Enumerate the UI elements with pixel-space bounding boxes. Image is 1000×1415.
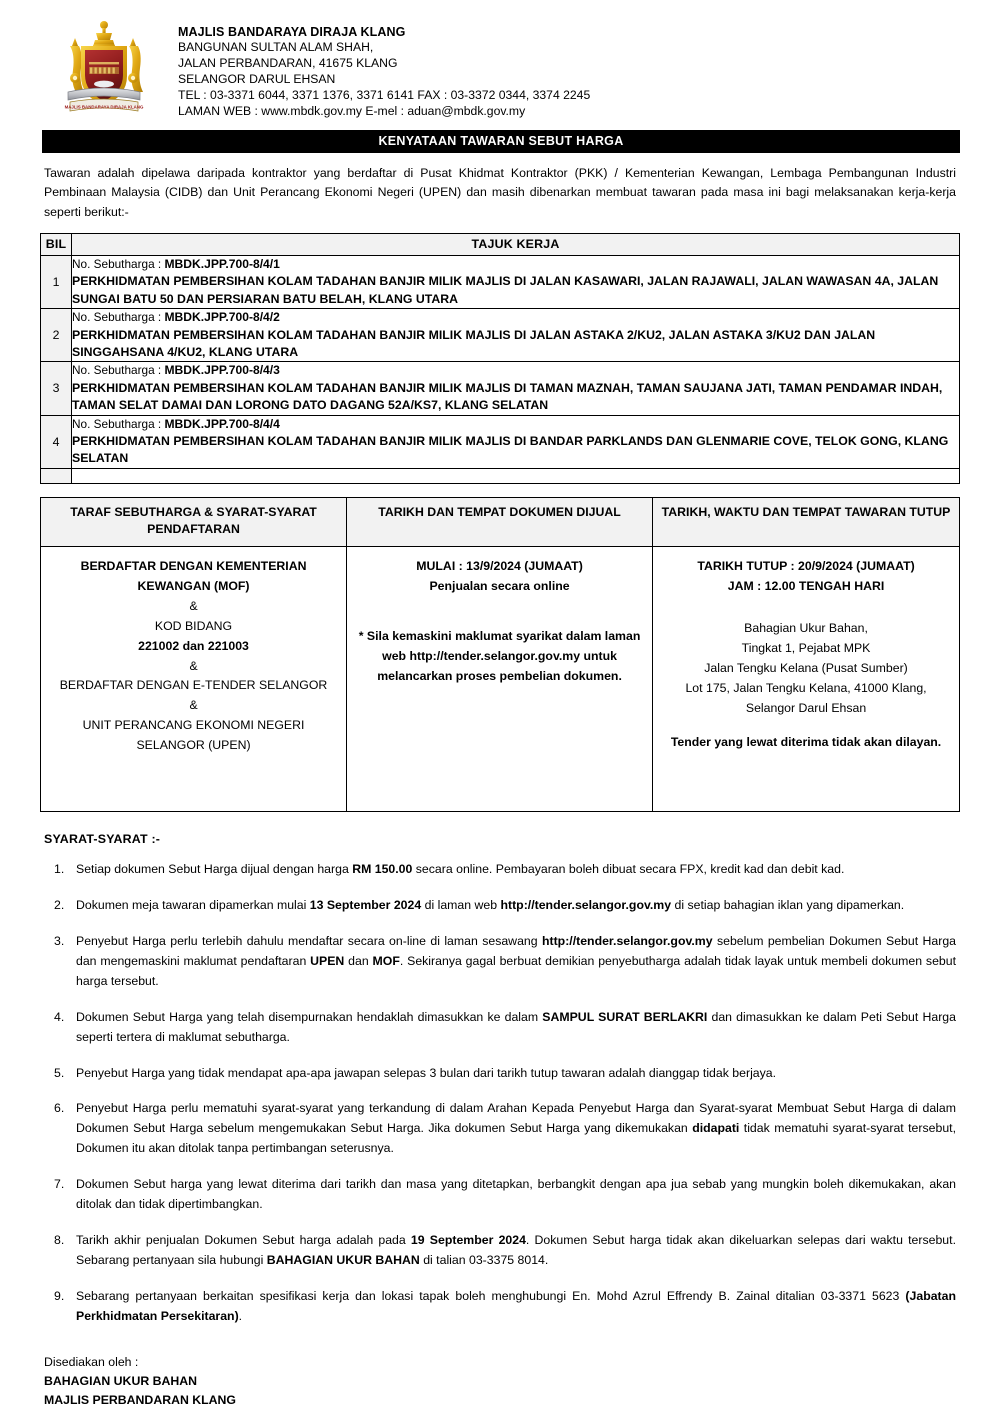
info-table-body-row [41,547,960,812]
work-table-header-row [41,234,960,256]
list-item [44,1175,956,1215]
sale-start-date: MULAI : 13/9/2024 (JUMAAT) [416,559,583,574]
list-item-text: Dokumen Sebut harga yang lewat diterima dari tarikh dan masa yang ditetapkan, berbangkit dengan apa jua sebab yang mungkin boleh dikemukakan, akan ditolak dan tidak dipertimbangkan. [76,1177,956,1212]
table-row [41,256,960,309]
list-item-text: Dokumen Sebut Harga yang telah disempurnakan hendaklah dimasukkan ke dalam SAMPUL SURAT BERLAKRI dan dimasukkan ke dalam Peti Sebut Harga seperti tertera di maklumat sebutharga. [76,1009,956,1044]
sebutharga-reference: No. Sebutharga : MBDK.JPP.700-8/4/3 [72,363,280,378]
row-number: 3 [41,362,72,415]
signoff-block [40,1353,960,1410]
organisation-details [178,18,590,120]
closing-address-line-5: Selangor Darul Ehsan [745,700,867,715]
ampersand-2: & [189,658,198,673]
table-row [41,415,960,468]
conditions-heading: SYARAT-SYARAT :- [44,832,161,847]
list-item-text: Dokumen meja tawaran dipamerkan mulai 13 September 2024 di laman web http://tender.selangor.gov.my di setiap bahagian iklan yang dipamerkan. [76,898,905,913]
sale-note-line-3: melancarkan proses pembelian dokumen. [377,668,622,683]
upen-line-1: UNIT PERANCANG EKONOMI NEGERI [82,718,305,733]
header-tarikh-waktu-tutup: TARIKH, WAKTU DAN TEMPAT TAWARAN TUTUP [653,497,960,547]
row-job-details [72,309,960,362]
intro-paragraph: Tawaran adalah dipelawa daripada kontraktor yang berdaftar di Pusat Khidmat Kontraktor (PKK) / Kementerian Kewangan, Lembaga Pembangunan Industri Pembinaan Malaysia (CIDB) dan Unit Perancang Ekonomi Negeri (UPEN) dan masih dibenarkan membuat tawaran pada masa ini bagi melaksanakan kerja-kerja seperti berikut:- [44,165,956,220]
header-tajuk-kerja: TAJUK KERJA [72,234,960,256]
closing-address-line-1: Bahagian Ukur Bahan, [744,621,868,636]
sebutharga-reference: No. Sebutharga : MBDK.JPP.700-8/4/2 [72,310,280,325]
list-item-number: 5. [54,1065,65,1080]
ampersand-3: & [189,698,198,713]
header-taraf-sebutharga: TARAF SEBUTHARGA & SYARAT-SYARAT PENDAFTARAN [41,497,347,547]
work-items-table [40,233,960,483]
signoff-department: BAHAGIAN UKUR BAHAN [44,1373,198,1388]
ampersand-1: & [189,599,198,614]
cell-registration-requirements [41,547,347,812]
header-tarikh-tempat-dijual: TARIKH DAN TEMPAT DOKUMEN DIJUAL [347,497,653,547]
row-number: 1 [41,256,72,309]
list-item [44,896,956,916]
prepared-by-label: Disediakan oleh : [44,1354,139,1369]
list-item-text: Penyebut Harga yang tidak mendapat apa-apa jawapan selepas 3 bulan dari tarikh tutup tawaran adalah dianggap tidak berjaya. [76,1065,777,1080]
closing-time: JAM : 12.00 TENGAH HARI [727,579,885,594]
etender-selangor-line: BERDAFTAR DENGAN E-TENDER SELANGOR [59,678,328,693]
job-title: PERKHIDMATAN PEMBERSIHAN KOLAM TADAHAN BANJIR MILIK MAJLIS DI JALAN ASTAKA 2/KU2, JALAN ASTAKA 3/KU2 DAN JALAN SINGGAHSANA 4/KU2, KLANG UTARA [72,327,876,359]
list-item-number: 7. [54,1177,65,1192]
list-item-number: 9. [54,1288,65,1303]
upen-line-2: SELANGOR (UPEN) [136,737,251,752]
list-item-number: 4. [54,1009,65,1024]
sebutharga-reference: No. Sebutharga : MBDK.JPP.700-8/4/4 [72,416,280,431]
table-row [41,309,960,362]
list-item [44,1008,956,1048]
closing-address-line-2: Tingkat 1, Pejabat MPK [741,640,871,655]
list-item [44,860,956,880]
crest-icon [48,18,160,118]
spacer-cell-bil [41,468,72,483]
sale-note-line-1: * Sila kemaskini maklumat syarikat dalam laman [358,629,641,644]
closing-address-line-3: Jalan Tengku Kelana (Pusat Sumber) [704,660,908,675]
list-item [44,932,956,992]
header-bil: BIL [41,234,72,256]
row-job-details [72,415,960,468]
cell-document-sale-details [347,547,653,812]
list-item-text: Setiap dokumen Sebut Harga dijual dengan harga RM 150.00 secara online. Pembayaran boleh dibuat secara FPX, kredit kad dan debit kad. [76,862,845,877]
info-table-header-row [41,497,960,547]
sale-note-line-2: web http://tender.selangor.gov.my untuk [382,648,617,663]
table-row [41,362,960,415]
closing-address-line-4: Lot 175, Jalan Tengku Kelana, 41000 Klang, [685,680,927,695]
tender-info-table [40,497,960,813]
sebutharga-reference: No. Sebutharga : MBDK.JPP.700-8/4/1 [72,257,280,272]
row-job-details [72,362,960,415]
svg-text:MAJLIS BANDARAYA DIRAJA KLANG: MAJLIS BANDARAYA DIRAJA KLANG [64,104,144,110]
job-title: PERKHIDMATAN PEMBERSIHAN KOLAM TADAHAN BANJIR MILIK MAJLIS DI TAMAN MAZNAH, TAMAN SAUJANA JATI, TAMAN PENDAMAR INDAH, TAMAN SELAT DAMAI DAN LORONG DATO DAGANG 52A/KS7, KLANG SELATAN [72,380,943,413]
list-item-text: Tarikh akhir penjualan Dokumen Sebut harga adalah pada 19 September 2024. Dokumen Sebut harga tidak akan dikeluarkan selepas dari waktu tersebut. Sebarang pertanyaan sila hubungi BAHAGIAN UKUR BAHAN di talian 03-3375 8014. [76,1233,956,1267]
list-item [44,1099,956,1159]
signoff-council: MAJLIS PERBANDARAN KLANG [44,1392,236,1407]
address-line-3: SELANGOR DARUL EHSAN [178,71,336,86]
kod-bidang-label: KOD BIDANG [154,618,233,633]
late-tender-warning: Tender yang lewat diterima tidak akan dilayan. [670,734,942,749]
spacer-cell-body [72,468,960,483]
address-line-1: BANGUNAN SULTAN ALAM SHAH, [178,40,374,55]
address-line-2: JALAN PERBANDARAN, 41675 KLANG [178,56,398,71]
list-item-number: 6. [54,1101,65,1116]
table-row-spacer [41,468,960,483]
kod-bidang-values: 221002 dan 221003 [138,638,249,653]
web-email-line: LAMAN WEB : www.mbdk.gov.my E-mel : aduan@mbdk.gov.my [178,103,526,118]
list-item [44,1231,956,1271]
list-item-number: 2. [54,898,65,913]
list-item-text: Penyebut Harga perlu terlebih dahulu mendaftar secara on-line di laman sesawang http://tender.selangor.gov.my sebelum pembelian Dokumen Sebut Harga dan mengemaskini maklumat pendaftaran UPEN dan MOF. Sekiranya gagal berbuat demikian penyebutharga adalah tidak layak untuk membeli dokumen sebut harga tersebut. [76,934,957,988]
sale-mode: Penjualan secara online [429,579,570,594]
row-number: 2 [41,309,72,362]
mof-line-1: BERDAFTAR DENGAN KEMENTERIAN [80,559,307,574]
list-item-number: 3. [54,934,65,949]
list-item-text: Penyebut Harga perlu mematuhi syarat-syarat yang terkandung di dalam Arahan Kepada Penyebut Harga dan Syarat-syarat Membuat Sebut Harga di dalam Dokumen Sebut Harga sebelum mengemukakan Sebut Harga. Jika dokumen Sebut Harga yang dikemukakan didapati tidak mematuhi syarat-syarat tersebut, Dokumen itu akan ditolak tanpa pertimbangan seterusnya. [76,1101,956,1156]
list-item-number: 1. [54,862,65,877]
list-item-text: Sebarang pertanyaan berkaitan spesifikasi kerja dan lokasi tapak boleh menghubungi En. Mohd Azrul Effrendy B. Zainal ditalian 03-3371 5623 (Jabatan Perkhidmatan Persekitaran). [76,1288,956,1323]
cell-closing-details [653,547,960,812]
organisation-name: MAJLIS BANDARAYA DIRAJA KLANG [178,25,406,39]
list-item [44,1287,956,1327]
list-item [44,1064,956,1084]
job-title: PERKHIDMATAN PEMBERSIHAN KOLAM TADAHAN BANJIR MILIK MAJLIS DI BANDAR PARKLANDS DAN GLENMARIE COVE, TELOK GONG, KLANG SELATAN [72,433,949,466]
row-job-details [72,256,960,309]
conditions-list [40,860,960,1326]
council-crest-logo [48,18,160,118]
row-number: 4 [41,415,72,468]
mof-line-2: KEWANGAN (MOF) [137,579,250,594]
closing-date: TARIKH TUTUP : 20/9/2024 (JUMAAT) [697,559,915,574]
telephone-fax-line: TEL : 03-3371 6044, 3371 1376, 3371 6141 FAX : 03-3372 0344, 3374 2245 [178,87,591,102]
job-title: PERKHIDMATAN PEMBERSIHAN KOLAM TADAHAN BANJIR MILIK MAJLIS DI JALAN KASAWARI, JALAN RAJAWALI, JALAN WAWASAN 4A, JALAN SUNGAI BATU 50 DAN PERSIARAN BATU BELAH, KLANG UTARA [72,274,939,306]
letterhead [40,18,960,120]
list-item-number: 8. [54,1233,65,1248]
notice-banner-title: KENYATAAN TAWARAN SEBUT HARGA [42,130,960,153]
